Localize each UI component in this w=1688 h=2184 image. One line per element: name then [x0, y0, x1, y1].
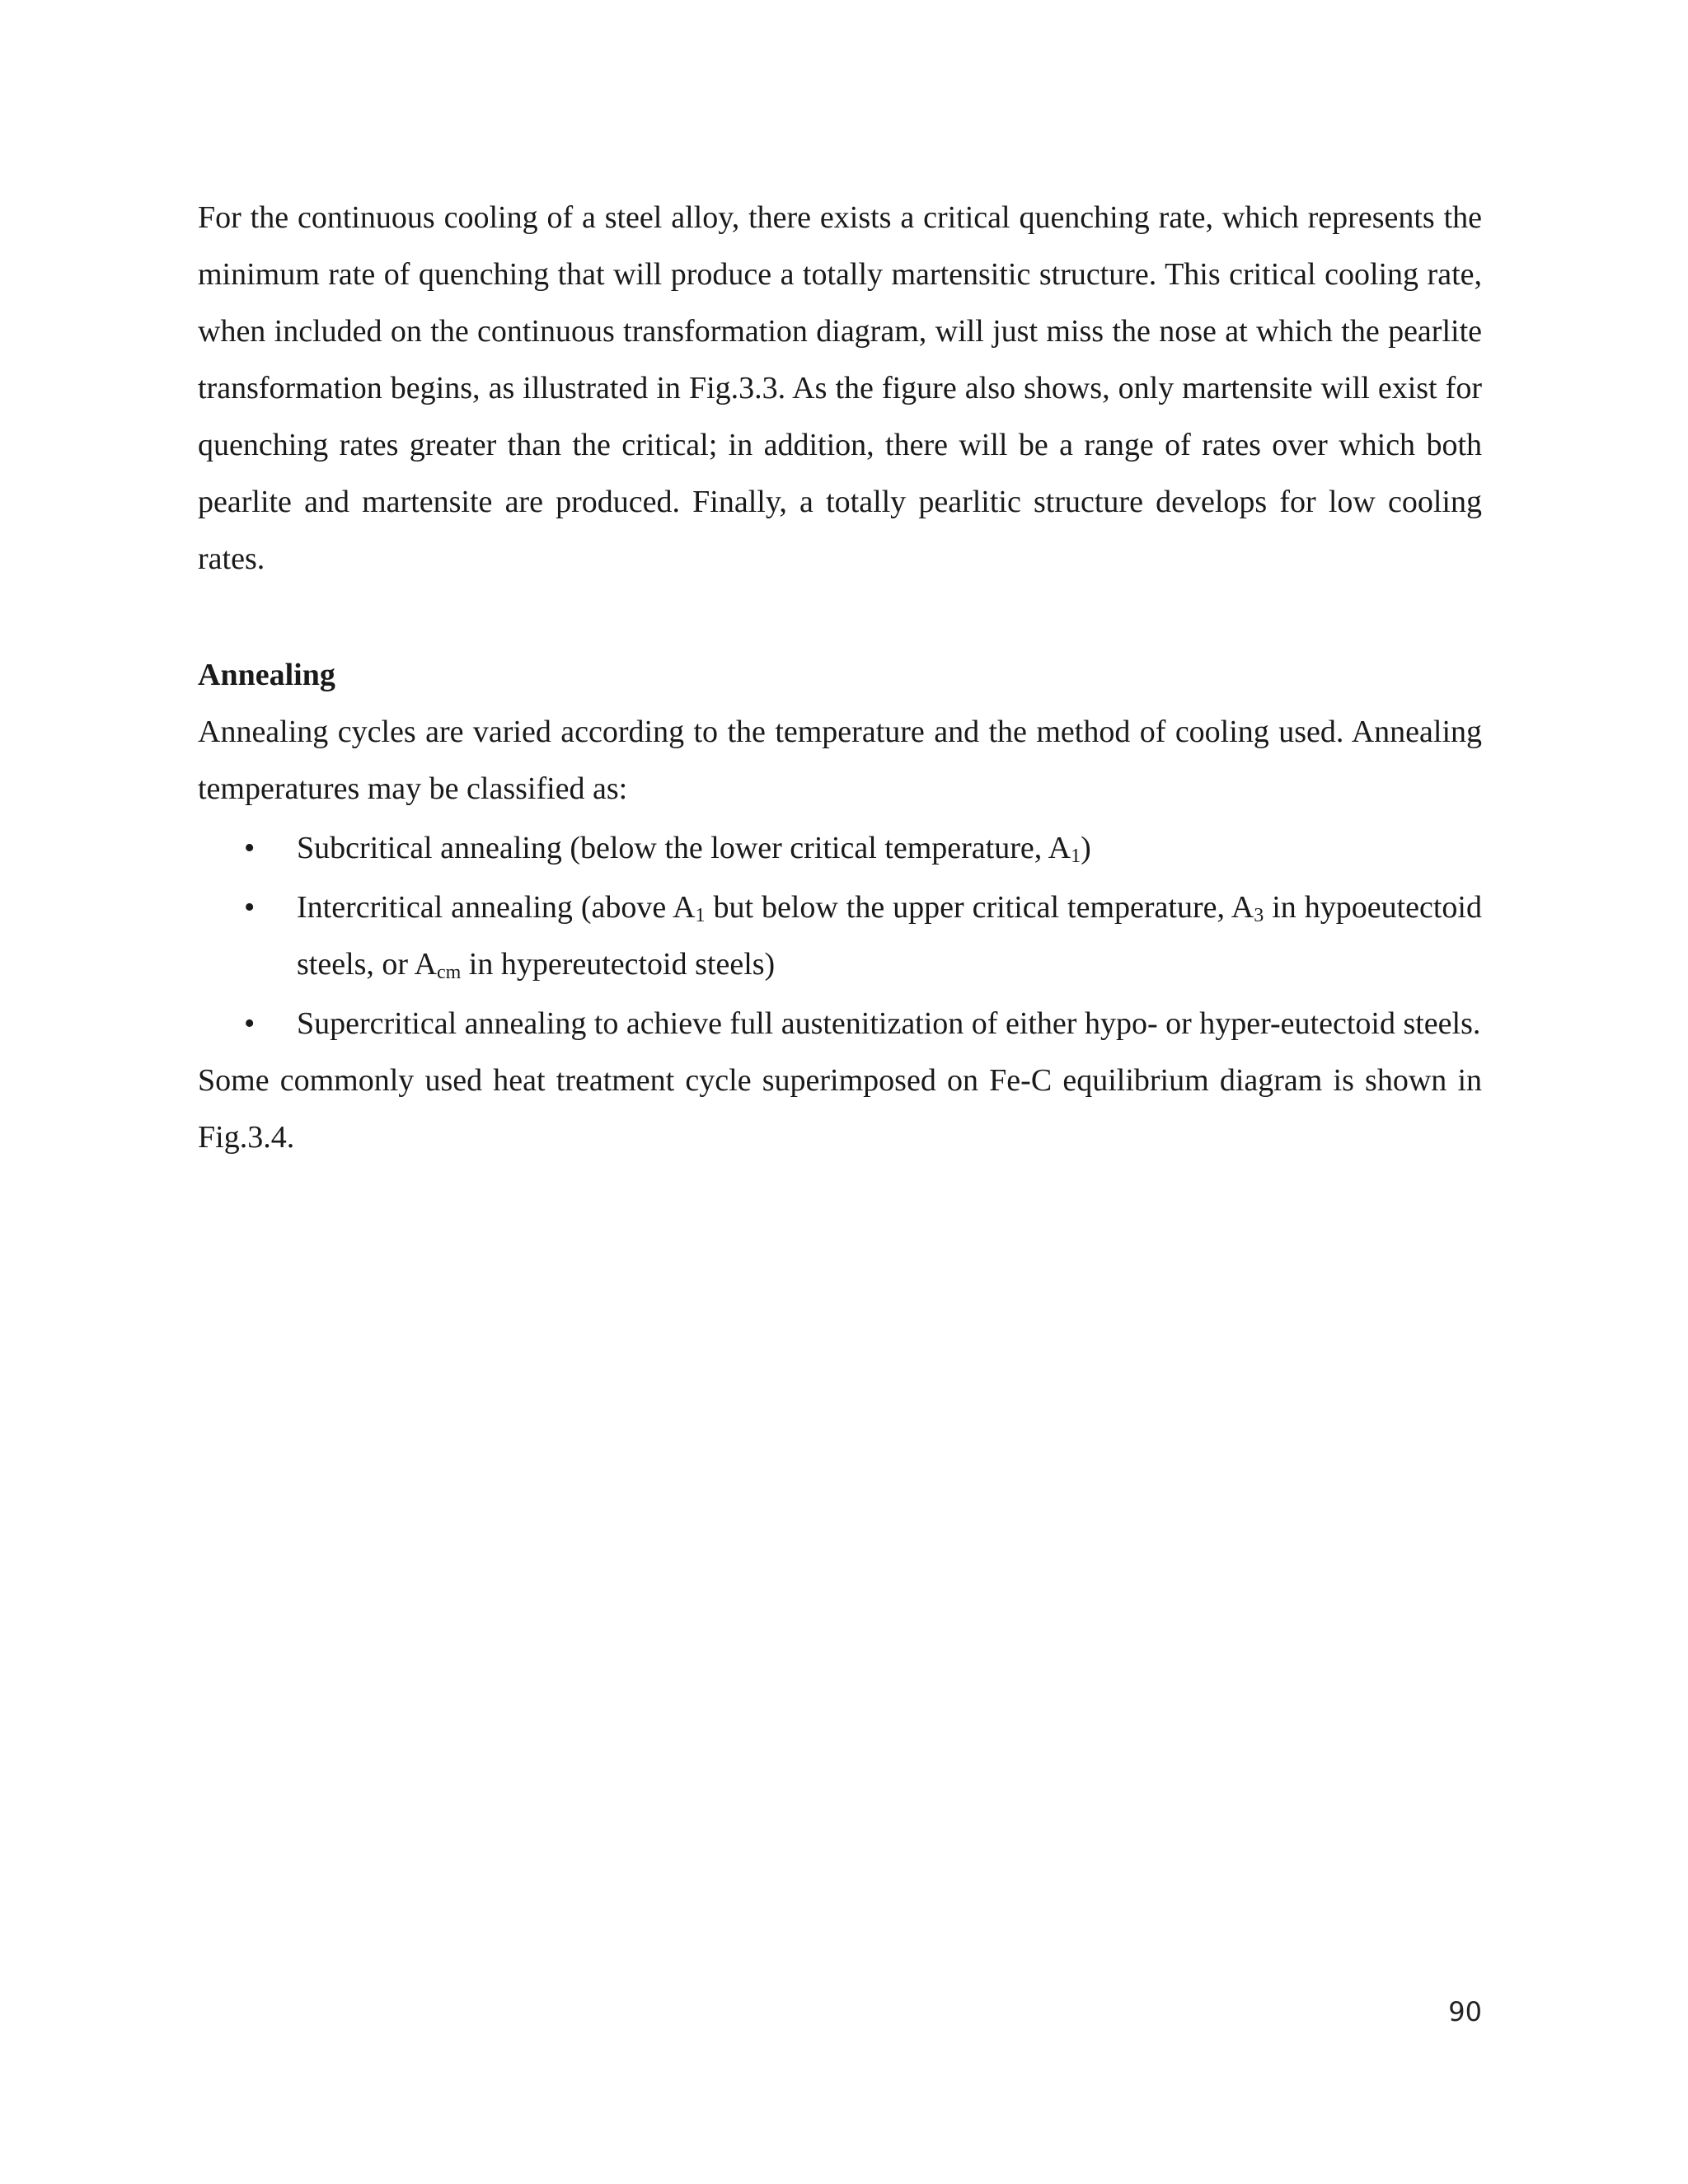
list-item-text: in hypereutectoid steels) [461, 947, 776, 982]
paragraph-annealing-intro: Annealing cycles are varied according to the temperature and the method of cooling used. Annealing temperatures may be classified as: [198, 715, 1482, 806]
list-item-text: ) [1081, 831, 1091, 865]
list-item-text: Subcritical annealing (below the lower critical temperature, A [297, 831, 1071, 865]
page-content [198, 190, 1482, 1166]
subscript: 1 [695, 905, 706, 926]
paragraph-heat-treatment-cycle: Some commonly used heat treatment cycle superimposed on Fe-C equilibrium diagram is shown in Fig.3.4. [198, 1063, 1482, 1155]
list-item-text: but below the upper critical temperature, A [705, 890, 1254, 925]
subscript: 1 [1071, 846, 1081, 867]
subscript: 3 [1254, 905, 1264, 926]
list-item-subcritical [198, 820, 1482, 877]
section-heading-annealing: Annealing [198, 658, 335, 692]
paragraph-critical-quenching: For the continuous cooling of a steel alloy, there exists a critical quenching rate, which represents the minimum rate of quenching that will produce a totally martensitic structure. This critical cooling rate, when included on the continuous transformation diagram, will just miss the nose at which the pearlite transformation begins, as illustrated in Fig.3.3. As the figure also shows, only martensite will exist for quenching rates greater than the critical; in addition, there will be a range of rates over which both pearlite and martensite are produced. Finally, a totally pearlitic structure develops for low cooling rates. [198, 200, 1482, 576]
bullet-icon: • [244, 1006, 256, 1041]
page-number: 90 [1448, 1996, 1482, 2027]
bullet-icon: • [244, 890, 256, 925]
list-item-text: Intercritical annealing (above A [297, 890, 696, 925]
list-item-text: Supercritical annealing to achieve full austenitization of either hypo- or hyper-eutectoid steels. [297, 1006, 1481, 1041]
annealing-temperature-list [198, 820, 1482, 1052]
list-item-supercritical [198, 996, 1482, 1052]
list-item-intercritical [198, 879, 1482, 993]
bullet-icon: • [244, 831, 256, 865]
list-item-text: in hypoeutectoid steels, or A [297, 890, 1482, 982]
subscript: cm [436, 962, 462, 983]
